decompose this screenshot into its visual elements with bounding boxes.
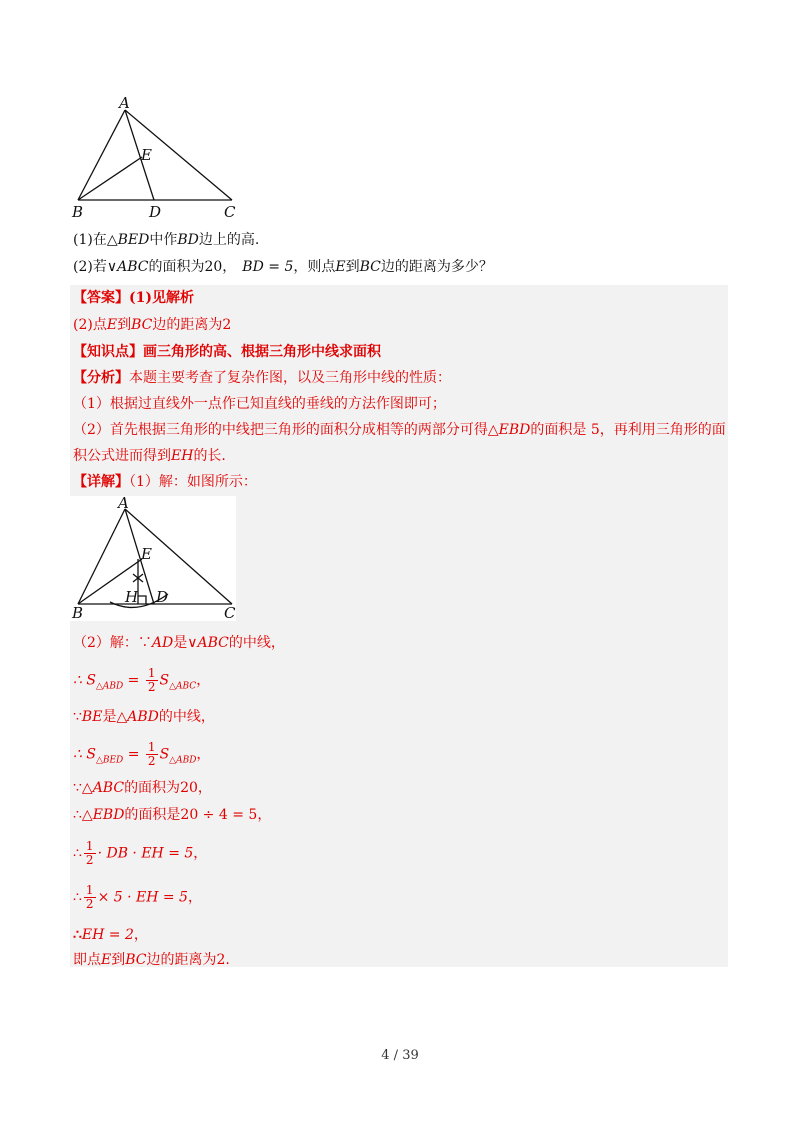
label-h: H: [125, 588, 139, 606]
page-number: 4 / 39: [381, 1048, 419, 1063]
label-c: C: [224, 203, 236, 221]
fraction-half: $\frac{1}{2}$: [147, 740, 156, 768]
solution-step-8: ∴ $\frac{1}{2}$ × 5 · EH = 5，: [73, 883, 202, 911]
label-e: E: [141, 146, 152, 164]
triangle-figure-1: [70, 95, 250, 225]
solution-step-6: ∴△EBD的面积是20 ÷ 4 = 5，: [73, 807, 272, 823]
fraction-half: $\frac{1}{2}$: [147, 666, 156, 694]
solution-step-1: （2）解：∵AD是∨ABC的中线，: [73, 635, 285, 651]
knowledge-line: 【知识点】画三角形的高、根据三角形中线求面积: [73, 344, 381, 360]
solution-step-4: ∴ $S_{\triangle BED}$ = $\frac{1}{2}$ $S_{\triangle ABD}$，: [73, 740, 211, 768]
label-a: A: [119, 95, 130, 112]
solution-step-3: ∵BE是△ABD的中线，: [73, 709, 215, 725]
fraction-half: $\frac{1}{2}$: [85, 839, 94, 867]
label-d: D: [156, 588, 169, 606]
analysis-step-2a: （2）首先根据三角形的中线把三角形的面积分成相等的两部分可得△EBD的面积是 5，再利用三角形的面: [73, 422, 726, 438]
label-a: A: [118, 496, 129, 512]
detail-line: 【详解】（1）解：如图所示：: [73, 474, 257, 490]
answer-line-2: (2)点E到BC边的距离为2: [73, 317, 232, 333]
fraction-half: $\frac{1}{2}$: [85, 883, 94, 911]
label-e: E: [141, 545, 152, 563]
solution-step-9: ∴EH = 2，: [73, 927, 148, 943]
analysis-line: 【分析】本题主要考查了复杂作图，以及三角形中线的性质：: [73, 370, 451, 386]
question-1: (1)在△BED中作BD边上的高.: [73, 232, 260, 248]
analysis-step-2b: 积公式进而得到EH的长.: [73, 448, 226, 464]
solution-step-5: ∵△ABC的面积为20，: [73, 780, 212, 796]
label-c: C: [224, 604, 236, 621]
label-b: B: [72, 604, 84, 621]
answer-line: 【答案】(1)见解析: [73, 290, 194, 306]
question-2: (2)若∨ABC的面积为20， BD = 5，则点E到BC边的距离为多少？: [73, 259, 493, 275]
triangle-figure-2: [70, 496, 236, 621]
label-b: B: [72, 203, 84, 221]
analysis-step-1: （1）根据过直线外一点作已知直线的垂线的方法作图即可；: [73, 396, 446, 412]
solution-step-10: 即点E到BC边的距离为2.: [73, 952, 230, 968]
solution-step-7: ∴ $\frac{1}{2}$ · DB · EH = 5，: [73, 839, 208, 867]
label-d: D: [149, 203, 162, 221]
solution-step-2: ∴ $S_{\triangle ABD}$ = $\frac{1}{2}$ $S_{\triangle ABC}$，: [73, 666, 211, 694]
